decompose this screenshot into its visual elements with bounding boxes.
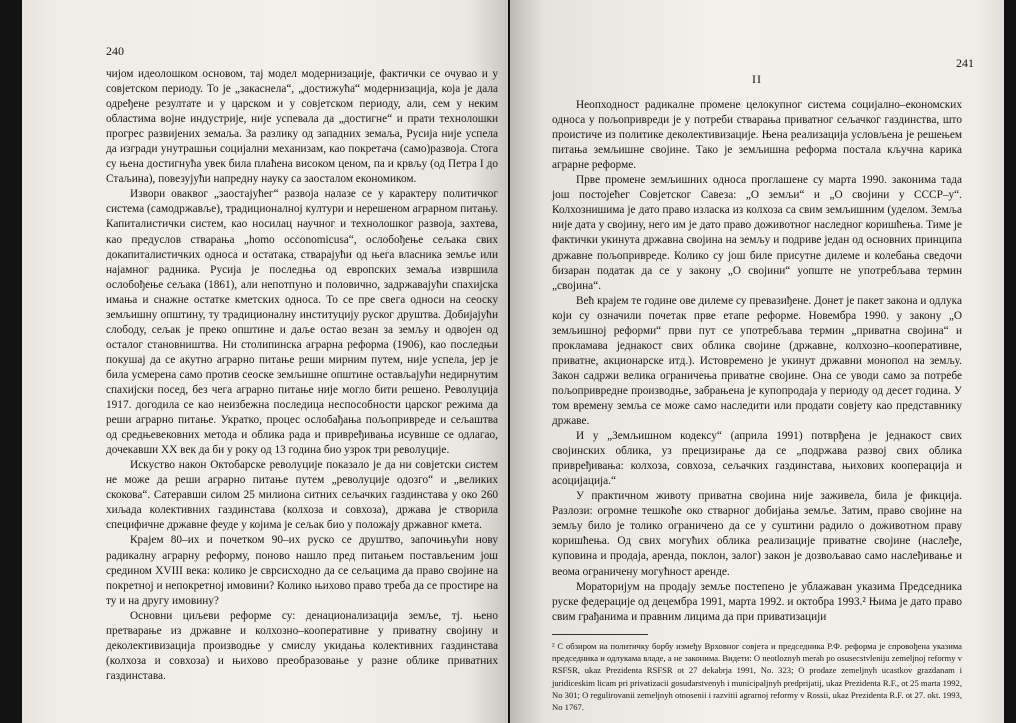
footnote-divider bbox=[552, 634, 648, 635]
body-paragraph: Мораторијум на продају земље постепено је ублажаван указима Председника руске федерације од децембра 1991, марта 1992. и октобра 1993.² Њима је дато право свим грађанима и правним лицима да при приватизацији bbox=[552, 580, 962, 623]
body-paragraph: Извори оваквог „заостајућег“ развоја налазе се у карактеру политичког система (самодржавље), традиционалној култури и нерешеном аграрном питању. Капиталистички систем, као носилац научног и технолошког развоја, захтева, као предуслов стварања „homo occonomicusa“, ослобођење сељака свих докапиталистичких односа и остатака, стварајући од њега власника земље или најамног радника. Русија је последња од европских земаља извршила ослобођење сељака (1861), али непотпуно и половично, задржавајући спахијска имања и снажне остатке кметских односа. То се пре свега односи на сеоску земљишну општину, ту традиционалну институцију руског друштва. Добијајући слободу, сељак је преко општине и даље остао везан за земљу и одвојен од осталог становништва. Ни столипинска аграрна реформа (1906), као последњи покушај да се акутно аграрно питање реши мирним путем, није успела, јер је била усмерена само против сеоске земљишне општине остављајући недирнутим спахијски посед, без чега аграрно питање није могло бити решено. Револуција 1917. догодила се као неизбежна последица неспособности царског режима да реши аграрно питање. Укратко, процес ослобађања пољопривреде и сељаштва од средњевековних метода и облика рада и привређивања исувише се одлагао, дочекавши XX век да би у року од 13 година био узрок три револуције. bbox=[106, 188, 498, 457]
body-paragraph: Основни циљеви реформе су: денационализација земље, тј. њено претварање из државне и колхозно–кооперативне у приватну својину и деколективизација производње у смислу укидања колективних газдинстава (колхоза и совхоза) и њихово преобразовање у разне облике приватних газдинстава. bbox=[106, 609, 498, 682]
body-paragraph: Већ крајем те године ове дилеме су превазиђене. Донет је пакет закона и одлука који су означили почетак прве етапе реформе. Новембра 1990. у закону „О земљишној реформи“ први пут се употребљава термин „приватна својина“ и прокламава једнакост свих облика својине (државне, колхозно–кооперативне, приватне, акционарске итд.). Истовремено је укинут државни монопол на земљу. Закон садржи велика ограничења приватне својине. Она се уводи само за потребе пољопривредне производње, забрањена је купопродаја у периоду од десет година. У том времену земља се може само наследити или продати совјету као представнику државе. bbox=[552, 294, 962, 428]
body-paragraph: чијом идеолошком основом, тај модел модернизације, фактички се очувао и у совјетском периоду. То је „закаснела“, „достижућа“ модернизација, која је дала одређене резултате и у царском и у совјетском периоду, али, сем у неким областима војне индустрије, није успевала да „достигне“ и прати технолошки прогрес развијених земаља. За разлику од западних земаља, Русија није успела да изгради унутрашњи социјални механизам, као покретача (само)развоја. Стога су њена достигнућа увек била плаћена високом ценом, па и крвљу (од Петра I до Стаљина), повезујући напредну науку са заосталом економиком. bbox=[106, 68, 498, 186]
body-paragraph: Прве промене земљишних односа проглашене су марта 1990. законима тада још постојећег Совјетског Савеза: „О земљи“ и „О својини у СССР–у“. Колхознишима је дато право изласка из колхоза са свим земљишним (уделом. Земља није дата у својину, него им је дато право доживотног наследног коришћења. Тиме је фактички укинута државна својина на земљу и подриве један од основних принципа државне пољопривреде. Колико су још биле присутне дилеме и колебања сведочи бизаран податак да се у закону „О својини“ уопште не употребљава термин „својина“. bbox=[552, 174, 962, 292]
body-paragraph: Искуство након Октобарске револуције показало је да ни совјетски систем не може да реши аграрно питање путем „револуције одозго“ и „великих скокова“. Сатеравши силом 25 милиона ситних сељачких газдинстава у око 260 хиљада колективних газдинстава (колхоза и совхоза), држава је створила специфичне државне феуде у којима је сељак био у положају државног кмета. bbox=[106, 459, 498, 532]
footnote: ² С обзиром на политичку борбу између Врховног совјета и председника Р.Ф. реформа је спровођена указима председника и одлукама владе, а не законима. Видети: O neotloznyh merah po osusecstvleniju zemeljnoj reformy v RSFSR, ukaz Prezidenta RSFSR ot 27 dekabrja 1991, No. 323; O prodaze zemeljnyh ucastkov grazdanam i juridiceskim licam pri privatizacii gosudarstvenyh i municipaljnyh predprijatij, ukaz Prezidenta R.F., ot 25 marta 1992, No 301; O regulirovanii zemeljnyh otnosenii i razvitii agrarnoj reformy v Rossii, ukaz Prezidenta R.F. ot 27. okt. 1993, No 1767. bbox=[552, 640, 962, 713]
right-page-body bbox=[552, 72, 962, 713]
right-book-page bbox=[510, 0, 1004, 723]
body-paragraph: Неопходност радикалне промене целокупног система социјално–економских односа у пољопривреди је у потреби стварања приватног сељачког газдинства, што проистиче из политике деколективизације. Њена реализација условљена је решењем питања земљишне својине. Тако је земљишна реформа постала кључна карика аграрне реформе. bbox=[552, 99, 962, 172]
body-paragraph: И у „Земљишном кодексу“ (априла 1991) потврђена је једнакост свих својинских облика, уз прецизирање да се „подржава развој свих облика привређивања: колхоза, совхоза, сељачких газдинстава, њихових кооперација и асоцијација.“ bbox=[552, 430, 962, 488]
page-number-left: 240 bbox=[106, 44, 124, 58]
section-numeral: II bbox=[752, 72, 762, 86]
body-paragraph: Крајем 80–их и почетком 90–их руско се друштво, започињући нову радикалну аграрну реформу, поново нашло пред питањем постављеним још средином XVIII века: колико је сврсисходно да се сељацима да право својине на покретној и непокретној имовини? Колико њихово право треба да се простире на ту и на другу имовину? bbox=[106, 534, 498, 607]
page-number-right: 241 bbox=[956, 56, 974, 70]
body-paragraph: У практичном животу приватна својина није заживела, била је фикција. Разлози: огромне тешкоће око стварног добијања земље. Затим, право својине на земљу било је толико ограничено да се у суштини радило о доживотном праву коришћења. Од свих могућих облика реализације приватне својине (наслеђе, куповина и продаја, аренда, поклон, залог) закон је дозвољавао само наслеђивање и веома ограничену могућност аренде. bbox=[552, 490, 962, 578]
left-book-page bbox=[22, 0, 508, 723]
left-page-body bbox=[106, 67, 498, 684]
